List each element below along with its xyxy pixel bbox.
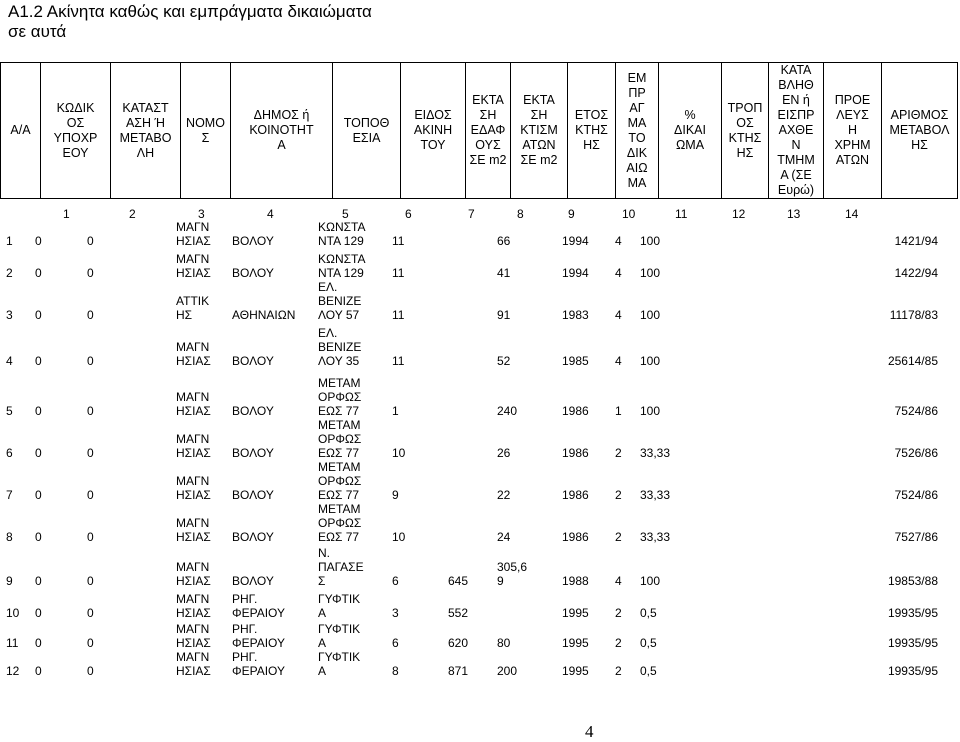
cell-eidos: 10 xyxy=(392,530,406,544)
cell-kod: 0 xyxy=(35,446,42,460)
column-number: 6 xyxy=(405,207,412,221)
header-cell: ΤΡΟΠ ΟΣ ΚΤΗΣ ΗΣ xyxy=(722,63,769,199)
column-number: 5 xyxy=(342,207,349,221)
cell-arithmos: 7526/86 xyxy=(894,446,938,460)
header-cell: ΤΟΠΟΘ ΕΣΙΑ xyxy=(333,63,401,199)
cell-topos: ΜΕΤΑΜ ΟΡΦΩΣ ΕΩΣ 77 xyxy=(318,418,362,460)
header-cell: Α/Α xyxy=(1,63,41,199)
cell-kod: 0 xyxy=(35,530,42,544)
cell-pct: 100 xyxy=(640,574,661,588)
cell-emp: 2 xyxy=(615,606,622,620)
cell-kat: 0 xyxy=(87,266,94,280)
cell-nomos: ΜΑΓΝ ΗΣΙΑΣ xyxy=(176,390,211,418)
header-table xyxy=(0,62,958,199)
column-number: 12 xyxy=(732,207,746,221)
cell-topos: ΚΩΝΣΤΑ ΝΤΑ 129 xyxy=(318,252,366,280)
cell-pct: 0,5 xyxy=(640,636,657,650)
cell-aa: 11 xyxy=(6,636,19,650)
cell-edafos: 620 xyxy=(448,636,469,650)
column-number: 10 xyxy=(622,207,636,221)
cell-topos: ΚΩΝΣΤΑ ΝΤΑ 129 xyxy=(318,220,366,248)
cell-edafos: 645 xyxy=(448,574,469,588)
cell-arithmos: 7524/86 xyxy=(894,488,938,502)
cell-pct: 33,33 xyxy=(640,488,671,502)
cell-pct: 100 xyxy=(640,404,661,418)
cell-eidos: 11 xyxy=(392,234,405,248)
cell-kod: 0 xyxy=(35,234,42,248)
cell-dimos: ΒΟΛΟΥ xyxy=(232,446,274,460)
cell-dimos: ΒΟΛΟΥ xyxy=(232,530,274,544)
cell-kod: 0 xyxy=(35,574,42,588)
cell-etos: 1986 xyxy=(562,404,589,418)
cell-nomos: ΜΑΓΝ ΗΣΙΑΣ xyxy=(176,432,211,460)
cell-etos: 1994 xyxy=(562,266,589,280)
cell-ktisma: 24 xyxy=(497,530,511,544)
cell-dimos: ΡΗΓ. ΦΕΡΑΙΟΥ xyxy=(232,622,285,650)
cell-arithmos: 7527/86 xyxy=(894,530,938,544)
header-cell: ΕΚΤΑ ΣΗ ΕΔΑΦ ΟΥΣ ΣΕ m2 xyxy=(466,63,511,199)
cell-kod: 0 xyxy=(35,636,42,650)
cell-kat: 0 xyxy=(87,354,94,368)
cell-eidos: 3 xyxy=(392,606,399,620)
cell-pct: 0,5 xyxy=(640,664,657,678)
cell-eidos: 11 xyxy=(392,354,405,368)
cell-arithmos: 1422/94 xyxy=(894,266,938,280)
column-number: 7 xyxy=(468,207,475,221)
cell-emp: 4 xyxy=(615,308,622,322)
cell-eidos: 9 xyxy=(392,488,399,502)
cell-ktisma: 22 xyxy=(497,488,511,502)
cell-dimos: ΒΟΛΟΥ xyxy=(232,574,274,588)
cell-dimos: ΒΟΛΟΥ xyxy=(232,234,274,248)
cell-ktisma: 80 xyxy=(497,636,511,650)
cell-kod: 0 xyxy=(35,308,42,322)
cell-dimos: ΒΟΛΟΥ xyxy=(232,354,274,368)
table-row xyxy=(0,250,960,280)
cell-ktisma: 240 xyxy=(497,404,518,418)
cell-topos: ΜΕΤΑΜ ΟΡΦΩΣ ΕΩΣ 77 xyxy=(318,502,362,544)
cell-emp: 1 xyxy=(615,404,622,418)
table-row xyxy=(0,324,960,368)
cell-emp: 2 xyxy=(615,446,622,460)
header-cell: ΚΩΔΙΚ ΟΣ ΥΠΟΧΡ ΕΟΥ xyxy=(41,63,111,199)
table-row xyxy=(0,648,960,678)
cell-kod: 0 xyxy=(35,266,42,280)
cell-kat: 0 xyxy=(87,574,94,588)
cell-dimos: ΡΗΓ. ΦΕΡΑΙΟΥ xyxy=(232,592,285,620)
cell-kat: 0 xyxy=(87,664,94,678)
cell-aa: 4 xyxy=(6,354,13,368)
table-row xyxy=(0,620,960,650)
cell-etos: 1983 xyxy=(562,308,589,322)
cell-pct: 100 xyxy=(640,308,661,322)
cell-kod: 0 xyxy=(35,488,42,502)
cell-arithmos: 1421/94 xyxy=(894,234,938,248)
column-number: 8 xyxy=(517,207,524,221)
cell-pct: 100 xyxy=(640,266,661,280)
cell-kat: 0 xyxy=(87,488,94,502)
table-row xyxy=(0,416,960,460)
cell-kod: 0 xyxy=(35,354,42,368)
cell-aa: 1 xyxy=(6,234,13,248)
cell-emp: 4 xyxy=(615,574,622,588)
cell-edafos: 552 xyxy=(448,606,469,620)
cell-ktisma: 305,6 9 xyxy=(497,560,528,588)
cell-ktisma: 200 xyxy=(497,664,518,678)
cell-ktisma: 91 xyxy=(497,308,511,322)
cell-nomos: ΜΑΓΝ ΗΣΙΑΣ xyxy=(176,650,211,678)
cell-arithmos: 19853/88 xyxy=(887,574,938,588)
column-number: 14 xyxy=(845,207,859,221)
table-row xyxy=(0,458,960,502)
cell-nomos: ΑΤΤΙΚ ΗΣ xyxy=(176,294,210,322)
cell-kat: 0 xyxy=(87,530,94,544)
header-cell: % ΔΙΚΑΙ ΩΜΑ xyxy=(659,63,722,199)
cell-topos: ΓΥΦΤΙΚ Α xyxy=(318,650,361,678)
cell-emp: 2 xyxy=(615,530,622,544)
cell-nomos: ΜΑΓΝ ΗΣΙΑΣ xyxy=(176,516,211,544)
cell-arithmos: 11178/83 xyxy=(889,308,938,322)
cell-dimos: ΑΘΗΝΑΙΩΝ xyxy=(232,308,296,322)
page-number: 4 xyxy=(585,722,594,741)
cell-kod: 0 xyxy=(35,404,42,418)
cell-eidos: 6 xyxy=(392,636,399,650)
column-number: 2 xyxy=(129,207,136,221)
cell-emp: 2 xyxy=(615,664,622,678)
cell-emp: 4 xyxy=(615,234,622,248)
cell-kat: 0 xyxy=(87,404,94,418)
table-row xyxy=(0,500,960,544)
cell-eidos: 10 xyxy=(392,446,406,460)
title-line-2: σε αυτά xyxy=(8,22,67,41)
cell-etos: 1995 xyxy=(562,606,589,620)
cell-emp: 2 xyxy=(615,488,622,502)
cell-arithmos: 19935/95 xyxy=(887,664,938,678)
cell-edafos: 871 xyxy=(448,664,469,678)
title-line-1: Α1.2 Ακίνητα καθώς και εμπράγματα δικαιώματα xyxy=(8,2,372,21)
cell-kat: 0 xyxy=(87,446,94,460)
table-row xyxy=(0,282,960,322)
cell-dimos: ΡΗΓ. ΦΕΡΑΙΟΥ xyxy=(232,650,285,678)
cell-ktisma: 41 xyxy=(497,266,511,280)
cell-etos: 1995 xyxy=(562,636,589,650)
table-row xyxy=(0,374,960,418)
cell-emp: 2 xyxy=(615,636,622,650)
cell-arithmos: 25614/85 xyxy=(887,354,938,368)
cell-aa: 2 xyxy=(6,266,13,280)
cell-aa: 12 xyxy=(6,664,20,678)
column-number: 11 xyxy=(675,207,688,221)
cell-etos: 1986 xyxy=(562,488,589,502)
header-cell: ΠΡΟΕ ΛΕΥΣ Η ΧΡΗΜ ΑΤΩΝ xyxy=(824,63,882,199)
header-cell: ΕΜ ΠΡ ΑΓ ΜΑ ΤΟ ΔΙΚ ΑΙΩ ΜΑ xyxy=(616,63,659,199)
column-number: 13 xyxy=(787,207,801,221)
cell-topos: ΕΛ. ΒΕΝΙΖΕ ΛΟΥ 35 xyxy=(318,326,362,368)
header-cell: ΔΗΜΟΣ ή ΚΟΙΝΟΤΗΤ Α xyxy=(231,63,333,199)
cell-pct: 33,33 xyxy=(640,530,671,544)
cell-topos: ΜΕΤΑΜ ΟΡΦΩΣ ΕΩΣ 77 xyxy=(318,376,362,418)
cell-pct: 100 xyxy=(640,234,661,248)
cell-topos: ΕΛ. ΒΕΝΙΖΕ ΛΟΥ 57 xyxy=(318,280,362,322)
cell-ktisma: 52 xyxy=(497,354,511,368)
header-cell: ΕΚΤΑ ΣΗ ΚΤΙΣΜ ΑΤΩΝ ΣΕ m2 xyxy=(511,63,568,199)
cell-topos: ΜΕΤΑΜ ΟΡΦΩΣ ΕΩΣ 77 xyxy=(318,460,362,502)
cell-eidos: 11 xyxy=(392,308,405,322)
cell-etos: 1985 xyxy=(562,354,589,368)
cell-kat: 0 xyxy=(87,308,94,322)
cell-topos: Ν. ΠΑΓΑΣΕ Σ xyxy=(318,546,364,588)
cell-topos: ΓΥΦΤΙΚ Α xyxy=(318,622,361,650)
cell-topos: ΓΥΦΤΙΚ Α xyxy=(318,592,361,620)
cell-pct: 0,5 xyxy=(640,606,657,620)
column-number: 3 xyxy=(198,207,205,221)
cell-etos: 1994 xyxy=(562,234,589,248)
cell-etos: 1988 xyxy=(562,574,589,588)
cell-emp: 4 xyxy=(615,266,622,280)
cell-nomos: ΜΑΓΝ ΗΣΙΑΣ xyxy=(176,592,211,620)
cell-etos: 1986 xyxy=(562,446,589,460)
cell-dimos: ΒΟΛΟΥ xyxy=(232,488,274,502)
cell-arithmos: 7524/86 xyxy=(894,404,938,418)
cell-eidos: 8 xyxy=(392,664,399,678)
cell-dimos: ΒΟΛΟΥ xyxy=(232,404,274,418)
cell-etos: 1995 xyxy=(562,664,589,678)
cell-ktisma: 66 xyxy=(497,234,511,248)
table-row xyxy=(0,546,960,588)
cell-aa: 6 xyxy=(6,446,13,460)
cell-nomos: ΜΑΓΝ ΗΣΙΑΣ xyxy=(176,220,211,248)
cell-aa: 9 xyxy=(6,574,13,588)
column-number: 1 xyxy=(63,207,70,221)
cell-eidos: 1 xyxy=(392,404,399,418)
cell-aa: 5 xyxy=(6,404,13,418)
cell-etos: 1986 xyxy=(562,530,589,544)
header-cell: ΕΤΟΣ ΚΤΗΣ ΗΣ xyxy=(568,63,616,199)
cell-kod: 0 xyxy=(35,664,42,678)
cell-emp: 4 xyxy=(615,354,622,368)
cell-nomos: ΜΑΓΝ ΗΣΙΑΣ xyxy=(176,560,211,588)
cell-dimos: ΒΟΛΟΥ xyxy=(232,266,274,280)
cell-eidos: 6 xyxy=(392,574,399,588)
cell-kat: 0 xyxy=(87,606,94,620)
cell-arithmos: 19935/95 xyxy=(887,606,938,620)
cell-nomos: ΜΑΓΝ ΗΣΙΑΣ xyxy=(176,252,211,280)
header-cell: ΝΟΜΟ Σ xyxy=(181,63,231,199)
cell-aa: 7 xyxy=(6,488,13,502)
table-row xyxy=(0,590,960,620)
cell-arithmos: 19935/95 xyxy=(887,636,938,650)
cell-aa: 10 xyxy=(6,606,20,620)
table-row xyxy=(0,218,960,248)
header-cell: ΚΑΤΑ ΒΛΗΘ ΕΝ ή ΕΙΣΠΡ ΑΧΘΕ Ν ΤΜΗΜ Α (ΣΕ Ευρώ) xyxy=(769,63,824,199)
cell-pct: 33,33 xyxy=(640,446,671,460)
cell-ktisma: 26 xyxy=(497,446,511,460)
cell-kod: 0 xyxy=(35,606,42,620)
cell-aa: 3 xyxy=(6,308,13,322)
cell-kat: 0 xyxy=(87,234,94,248)
column-number: 4 xyxy=(267,207,274,221)
header-cell: ΑΡΙΘΜΟΣ ΜΕΤΑΒΟΛ ΗΣ xyxy=(882,63,958,199)
cell-kat: 0 xyxy=(87,636,94,650)
header-cell: ΚΑΤΑΣΤ ΑΣΗ Ή ΜΕΤΑΒΟ ΛΗ xyxy=(111,63,181,199)
cell-nomos: ΜΑΓΝ ΗΣΙΑΣ xyxy=(176,622,211,650)
cell-nomos: ΜΑΓΝ ΗΣΙΑΣ xyxy=(176,340,211,368)
cell-pct: 100 xyxy=(640,354,661,368)
cell-eidos: 11 xyxy=(392,266,405,280)
header-cell: ΕΙΔΟΣ ΑΚΙΝΗ ΤΟΥ xyxy=(401,63,466,199)
header-row xyxy=(1,63,958,199)
cell-nomos: ΜΑΓΝ ΗΣΙΑΣ xyxy=(176,474,211,502)
cell-aa: 8 xyxy=(6,530,13,544)
page-title xyxy=(8,2,428,42)
column-number: 9 xyxy=(568,207,575,221)
